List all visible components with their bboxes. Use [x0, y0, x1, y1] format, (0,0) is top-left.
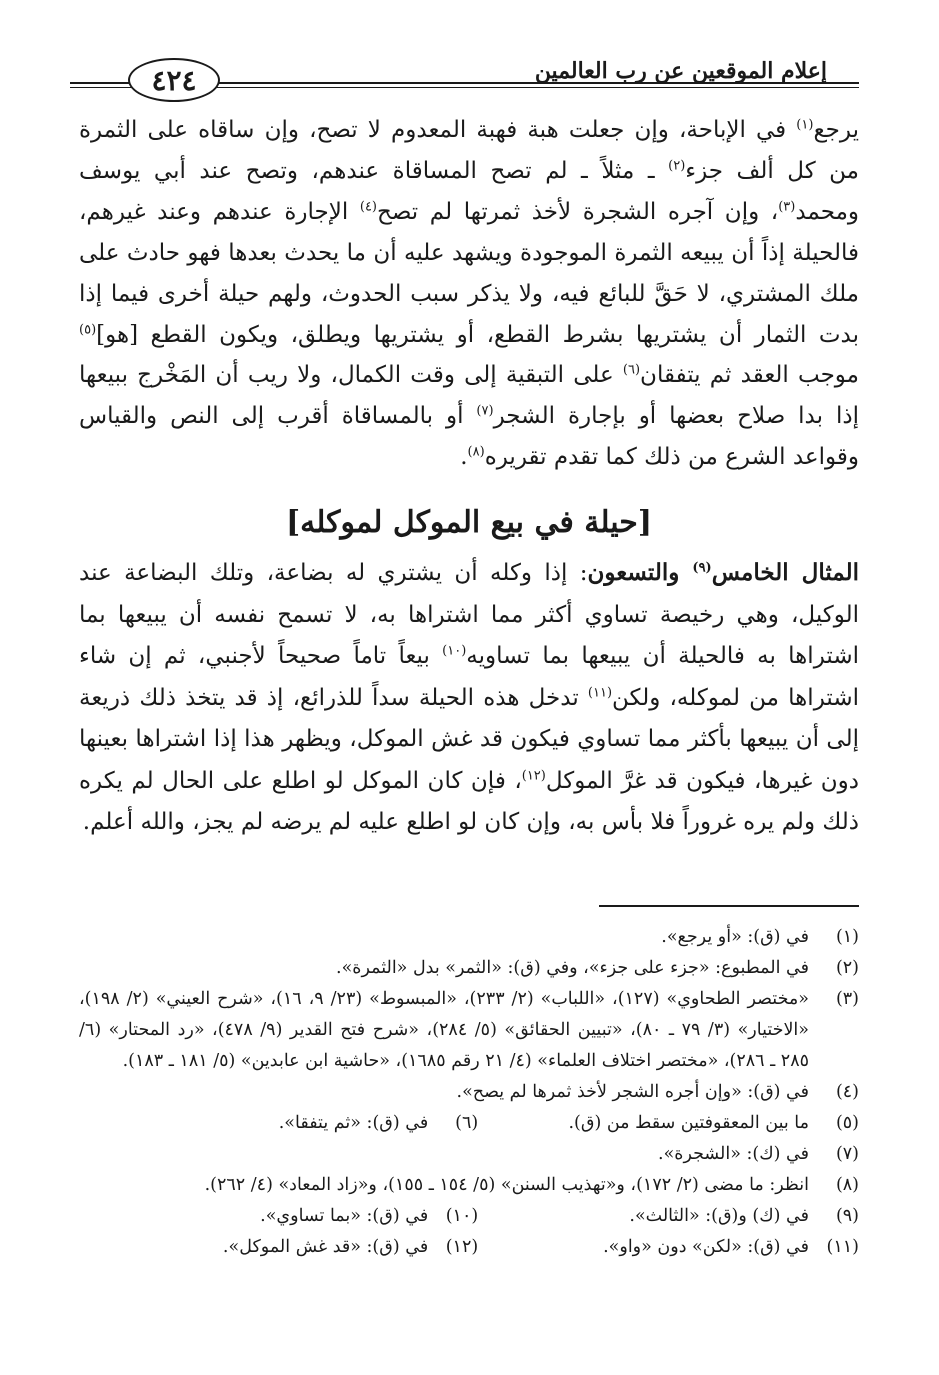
paragraph-text: المثال الخامس$^{(٩)}$ والتسعون: إذا وكله أن يشتري له بضاعة، وتلك البضاعة عند الوكيل، وهي رخيصة تساوي أكثر مما اشتراها به، لا تسمح نفسه أن يبيعها بما اشتراها به فالحيلة أن يبيعها بما تساويه$^{(١٠)}$ بيعاً تاماً صحيحاً لأجنبي، ثم إن شاء اشتراها من لموكله، ولكن$^{(١١)}$ تدخل هذه الحيلة سداً للذرائع، إذ قد يتخذ ذلك ذريعة إلى أن يبيعها بأكثر مما تساوي فيكون قد غش الموكل، ويظهر هذا إذا اشتراها بعينها دون غيرها، فيكون قد غرَّ الموكل$^{(١٢)}$، فإن كان الموكل لو اطلع على الحال لم يكره ذلك ولم يره غروراً فلا بأس به، وإن كان لو اطلع عليه لم يرضه لم يجز، والله أعلم. — [79, 559, 860, 835]
footnote-ref: (٤) — [359, 199, 377, 215]
paragraph-text: يرجع$^{(١)}$ في الإباحة، وإن جعلت هبة فهبة المعدوم لا تصح، وإن ساقاه على الثمرة من كل ألف جزء$^{(٢)}$ ـ مثلاً ـ لم تصح المساقاة عندهم، وتصح عند أبي يوسف ومحمد$^{(٣)}$، وإن آجره الشجرة لأخذ ثمرتها لم تصح$^{(٤)}$ الإجارة عندهم وعند غيرهم، فالحيلة إذاً أن يبيعه الثمرة الموجودة ويشهد عليه أن ما يحدث بعدها فهو حادث على ملك المشتري، لا حَقَّ للبائع فيه، ولا يذكر سبب الحدوث، ولهم حيلة أخرى فيما إذا بدت الثمار أن يشتريها بشرط القطع، أو يشتريها ويطلق، ويكون القطع [هو]$^{(٥)}$ موجب العقد ثم يتفقان$^{(٦)}$ على التبقية إلى وقت الكمال، ولا ريب أن المَخْرج ببيعها إذا بدا صلاح بعضها أو بإجارة الشجر$^{(٧)}$ أو بالمساقاة أقرب إلى النص والقياس وقواعد الشرع من ذلك كما تقدم تقريره$^{(٨)}$. — [79, 117, 860, 471]
footnote-ref: (٢) — [668, 158, 686, 174]
footnote-item: (٤) في (ق): «وإن أجره الشجر لأخذ ثمرها لم يصح». — [456, 1082, 859, 1102]
footnote-ref: (٩) — [692, 560, 712, 576]
footnote-item: (٣) «مختصر الطحاوي» (١٢٧)، «اللباب» (٢/ ٢٣٣)، «المبسوط» (٢٣/ ٩، ١٦)، «شرح العيني» (٢/ ١٩٨)، «الاختيار» (٣/ ٧٩ ـ ٨٠)، «تبيين الحقائق» (٥/ ٢٨٤)، «شرح فتح القدير (٩/ ٤٧٨)، «رد المحتار» (٦/ ٢٨٥ ـ ٢٨٦)، «مختصر اختلاف العلماء» (٤/ ٢١ رقم ١٦٨٥)، «حاشية ابن عابدين» (٥/ ١٨١ ـ ١٨٣). — [79, 989, 859, 1071]
body-paragraph-1 — [79, 110, 859, 478]
footnote-item: (١) في (ق): «أو يرجع». — [661, 927, 859, 947]
footnote-item: (١١) في (ق): «لكن» دون «واو». — [603, 1237, 859, 1257]
footnote-item: (٨) انظر: ما مضى (٢/ ١٧٢)، و«تهذيب السنن» (٥/ ١٥٤ ـ ١٥٥)، و«زاد المعاد» (٤/ ٢٦٢). — [204, 1175, 859, 1195]
footnote-item: (١٠) في (ق): «بما تساوي». — [260, 1206, 479, 1226]
footnote-ref: (٧) — [476, 403, 494, 419]
footnote-row — [79, 1232, 859, 1263]
footnote-item: (٢) في المطبوع: «جزء على جزء»، وفي (ق): «الثمر» بدل «الثمرة». — [336, 958, 859, 978]
page-number: ٤٢٤ — [128, 58, 220, 102]
footnote-ref: (٦) — [622, 362, 641, 378]
running-title: إعلام الموقعين عن رب العالمين — [534, 58, 827, 84]
footnote-ref: (٥) — [79, 321, 97, 337]
footnotes — [79, 922, 859, 1263]
footnote-row — [79, 1108, 859, 1139]
body-paragraph-2 — [79, 552, 859, 844]
footnote-item: (١٢) في (ق): «قد غش الموكل». — [222, 1237, 479, 1257]
footnote-ref: (١١) — [587, 684, 613, 700]
footnote-separator — [599, 905, 859, 907]
footnote-ref: (١) — [796, 117, 814, 133]
example-lead: المثال الخامس$^{(٩)}$ والتسعون — [587, 559, 859, 586]
footnote-row — [79, 1201, 859, 1232]
footnote-ref: (١٠) — [442, 643, 467, 659]
footnote-item: (٩) في (ك) و(ق): «الثالث». — [629, 1206, 859, 1226]
footnote-ref: (٨) — [467, 444, 485, 460]
footnote-ref: (٣) — [778, 199, 796, 215]
footnote-item: (٧) في (ك): «الشجرة». — [658, 1144, 859, 1164]
footnote-ref: (١٢) — [521, 767, 546, 783]
section-heading: [حيلة في بيع الموكل لموكله] — [285, 505, 653, 540]
footnote-item: (٥) ما بين المعقوفتين سقط من (ق). — [568, 1113, 859, 1133]
footnote-item: (٦) في (ق): «ثم يتفقا». — [278, 1113, 479, 1133]
